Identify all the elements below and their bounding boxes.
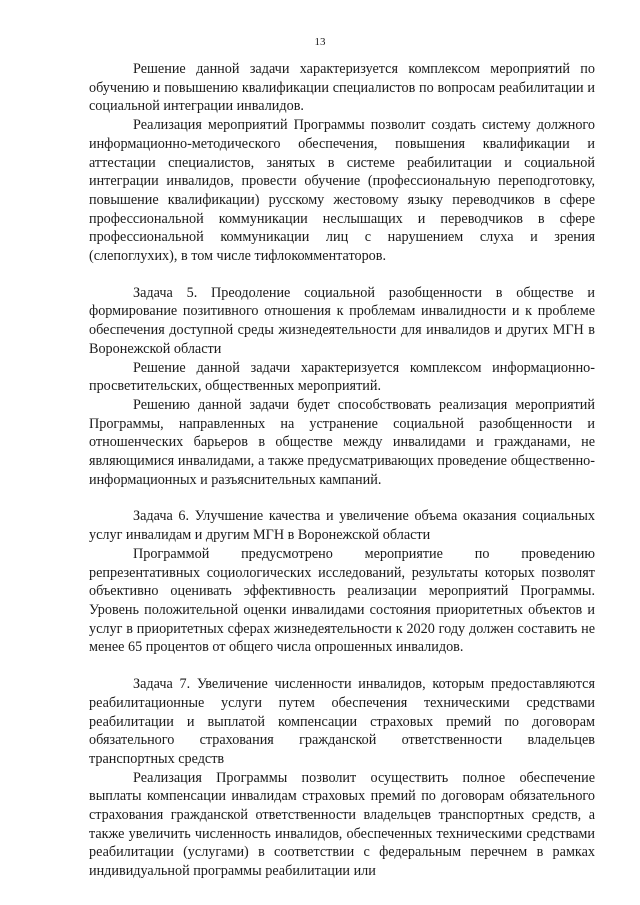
- page-number: 13: [314, 36, 326, 48]
- task-5-heading: Задача 5. Преодоление социальной разобщенности в обществе и формирование позитивного отношения к проблемам инвалидности и к проблеме обеспечения доступной среды жизнедеятельности для инвалидов и других МГН в Воронежской области: [89, 284, 595, 357]
- task-6-heading: Задача 6. Улучшение качества и увеличение объема оказания социальных услуг инвалидам и другим МГН в Воронежской области: [89, 508, 595, 544]
- paragraph-task4-implementation: Реализация мероприятий Программы позволит создать систему должного информационно-методического обеспечения, повышения квалификации и аттестации специалистов, занятых в системе реабилитации и социальной интеграции инвалидов, провести обучение (профессиональную переподготовку, повышение квалификации) русскому жестовому языку переводчиков в сфере профессиональной коммуникации неслышащих и переводчиков в сфере профессиональной коммуникации лиц с нарушением слуха и зрения (слепоглухих), в том числе тифлокомментаторов.: [89, 117, 595, 265]
- paragraph-task5-solution: Решение данной задачи характеризуется комплексом информационно-просветительских, общественных мероприятий.: [89, 359, 595, 395]
- paragraph-task6-program: Программой предусмотрено мероприятие по проведению репрезентативных социологических исследований, результаты которых позволят объективно оценивать эффективность реализации мероприятий Программы. Уровень положительной оценки инвалидами состояния приоритетных объектов и услуг в приоритетных сферах жизнедеятельности к 2020 году должен составить не менее 65 процентов от общего числа опрошенных инвалидов.: [89, 545, 595, 656]
- document-body: [89, 60, 595, 881]
- task-7-heading: Задача 7. Увеличение численности инвалидов, которым предоставляются реабилитационные услуги путем обеспечения техническими средствами реабилитации и выплатой компенсации страховых премий по договорам обязательного страхования гражданской ответственности владельцев транспортных средств: [89, 676, 595, 767]
- paragraph-task4-solution: Решение данной задачи характеризуется комплексом мероприятий по обучению и повышению квалификации специалистов по вопросам реабилитации и социальной интеграции инвалидов.: [89, 61, 595, 115]
- paragraph-task5-measures: Решению данной задачи будет способствовать реализация мероприятий Программы, направленных на устранение социальной разобщенности и отношенческих барьеров в обществе между инвалидами и гражданами, не являющимися инвалидами, а также предусматривающих проведение общественно-информационных и разъяснительных кампаний.: [89, 396, 595, 488]
- paragraph-task7-implementation: Реализация Программы позволит осуществить полное обеспечение выплаты компенсации инвалидам страховых премий по договорам обязательного страхования гражданской ответственности владельцев транспортных средств, а также увеличить численность инвалидов, обеспеченных техническими средствами реабилитации (услугами) в соответствии с федеральным перечнем в рамках индивидуальной программы реабилитации или: [89, 769, 595, 880]
